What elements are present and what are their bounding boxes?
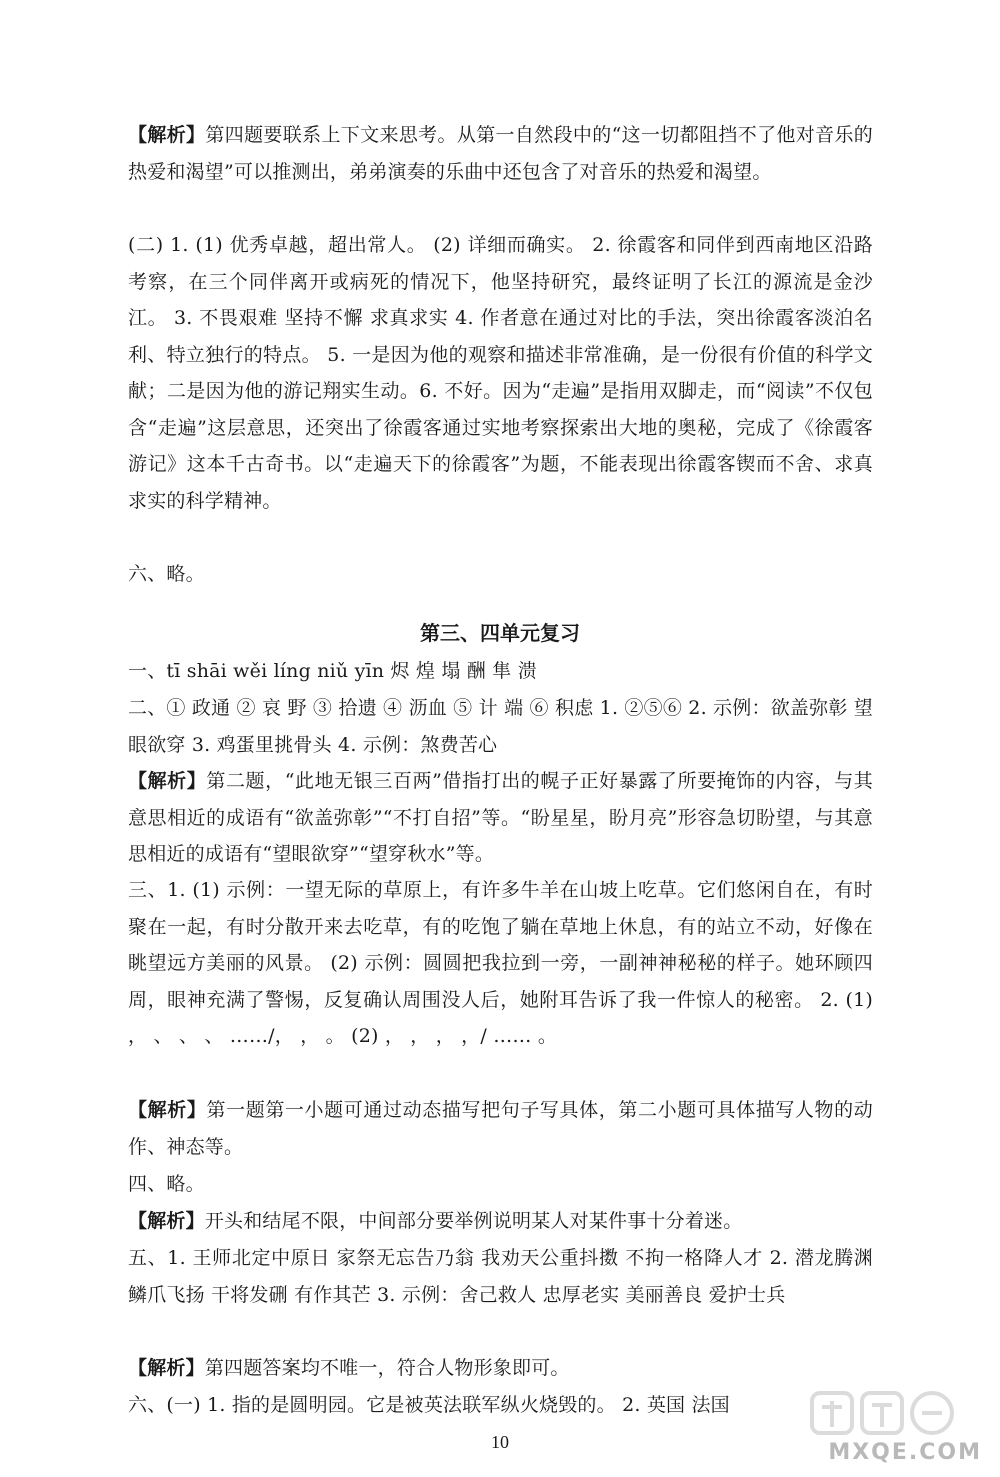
watermark xyxy=(788,1387,988,1465)
analysis-label: 【解析】 xyxy=(128,1210,205,1232)
paragraph-six-omitted xyxy=(128,556,873,593)
paragraph-four-omitted xyxy=(128,1166,873,1203)
paragraph-text: 六、略。 xyxy=(128,563,205,585)
paragraph-text: 第四题要联系上下文来思考。从第一自然段中的“这一切都阻挡不了他对音乐的热爱和渴望”可以推测出，弟弟演奏的乐曲中还包含了对音乐的热爱和渴望。 xyxy=(128,124,873,183)
paragraph-analysis-q2 xyxy=(128,763,873,873)
paragraph-text: (二) 1. (1) 优秀卓越，超出常人。 (2) 详细而确实。 2. 徐霞客和同伴到西南地区沿路考察，在三个同伴离开或病死的情况下，他坚持研究，最终证明了长江的源流是金沙江。 3. 不畏艰难 坚持不懈 求真求实 4. 作者意在通过对比的手法，突出徐霞客淡泊名利、特立独行的特点。 5. 一是因为他的观察和描述非常准确，是一份很有价值的科学文献；二是因为他的游记翔实生动。6. 不好。因为“走遍”是指用双脚走，而“阅读”不仅包含“走遍”这层意思，还突出了徐霞客通过实地考察探索出大地的奥秘，完成了《徐霞客游记》这本千古奇书。以“走遍天下的徐霞客”为题，不能表现出徐霞客锲而不舍、求真求实的科学精神。 xyxy=(128,234,873,512)
section-title: 第三、四单元复习 xyxy=(420,621,580,645)
paragraph-section-6 xyxy=(128,1387,873,1424)
watermark-logo-icon xyxy=(808,1387,958,1439)
paragraph-text: 第四题答案均不唯一，符合人物形象即可。 xyxy=(204,1357,570,1379)
paragraph-analysis-q4 xyxy=(128,117,873,190)
analysis-label: 【解析】 xyxy=(128,124,206,146)
paragraph-text: 六、(一) 1. 指的是圆明园。它是被英法联军纵火烧毁的。 2. 英国 法国 xyxy=(128,1394,730,1416)
paragraph-text: 二、① 政通 ② 哀 野 ③ 拾遗 ④ 沥血 ⑤ 计 端 ⑥ 积虑 1. ②⑤⑥ 2. 示例：欲盖弥彰 望眼欲穿 3. 鸡蛋里挑骨头 4. 示例：煞费苦心 xyxy=(128,697,873,756)
paragraph-text: 开头和结尾不限，中间部分要举例说明某人对某件事十分着迷。 xyxy=(204,1210,743,1232)
paragraph-analysis-q4-final xyxy=(128,1350,873,1387)
analysis-label: 【解析】 xyxy=(128,1357,205,1379)
paragraph-analysis-q1 xyxy=(128,1092,873,1165)
paragraph-analysis-q4-section xyxy=(128,1203,873,1240)
paragraph-text: 第一题第一小题可通过动态描写把句子写具体，第二小题可具体描写人物的动作、神态等。 xyxy=(128,1099,873,1158)
paragraph-idioms xyxy=(128,690,873,763)
analysis-label: 【解析】 xyxy=(128,1099,207,1121)
paragraph-text: 一、tī shāi wěi líng niǔ yīn 烬 煌 塌 酬 隼 溃 xyxy=(128,660,537,682)
paragraph-text: 四、略。 xyxy=(128,1173,205,1195)
paragraph-section-3 xyxy=(128,872,873,1055)
paragraph-section-2-answers xyxy=(128,227,873,519)
paragraph-pinyin xyxy=(128,653,873,690)
analysis-label: 【解析】 xyxy=(128,770,207,792)
paragraph-section-5 xyxy=(128,1240,873,1313)
page-number: 10 xyxy=(491,1432,509,1452)
paragraph-text: 第二题，“此地无银三百两”借指打出的幌子正好暴露了所要掩饰的内容，与其意思相近的成语有“欲盖弥彰”“不打自招”等。“盼星星，盼月亮”形容急切盼望，与其意思相近的成语有“望眼欲穿”“望穿秋水”等。 xyxy=(128,770,873,865)
watermark-text: MXQE.COM xyxy=(828,1440,982,1465)
paragraph-text: 三、1. (1) 示例：一望无际的草原上，有许多牛羊在山坡上吃草。它们悠闲自在，有时聚在一起，有时分散开来去吃草，有的吃饱了躺在草地上休息，有的站立不动，好像在眺望远方美丽的风景。 (2) 示例：圆圆把我拉到一旁，一副神神秘秘的样子。她环顾四周，眼神充满了警惕，反复确认周围没人后，她附耳告诉了我一件惊人的秘密。 2. (1) ， 、 、 、 ……/， ， 。 (2) ， ， ， ，/ …… 。 xyxy=(128,879,873,1047)
paragraph-text: 五、1. 王师北定中原日 家祭无忘告乃翁 我劝天公重抖擞 不拘一格降人才 2. 潜龙腾渊 鳞爪飞扬 干将发硎 有作其芒 3. 示例：舍己救人 忠厚老实 美丽善良 爱护士兵 xyxy=(128,1247,873,1306)
